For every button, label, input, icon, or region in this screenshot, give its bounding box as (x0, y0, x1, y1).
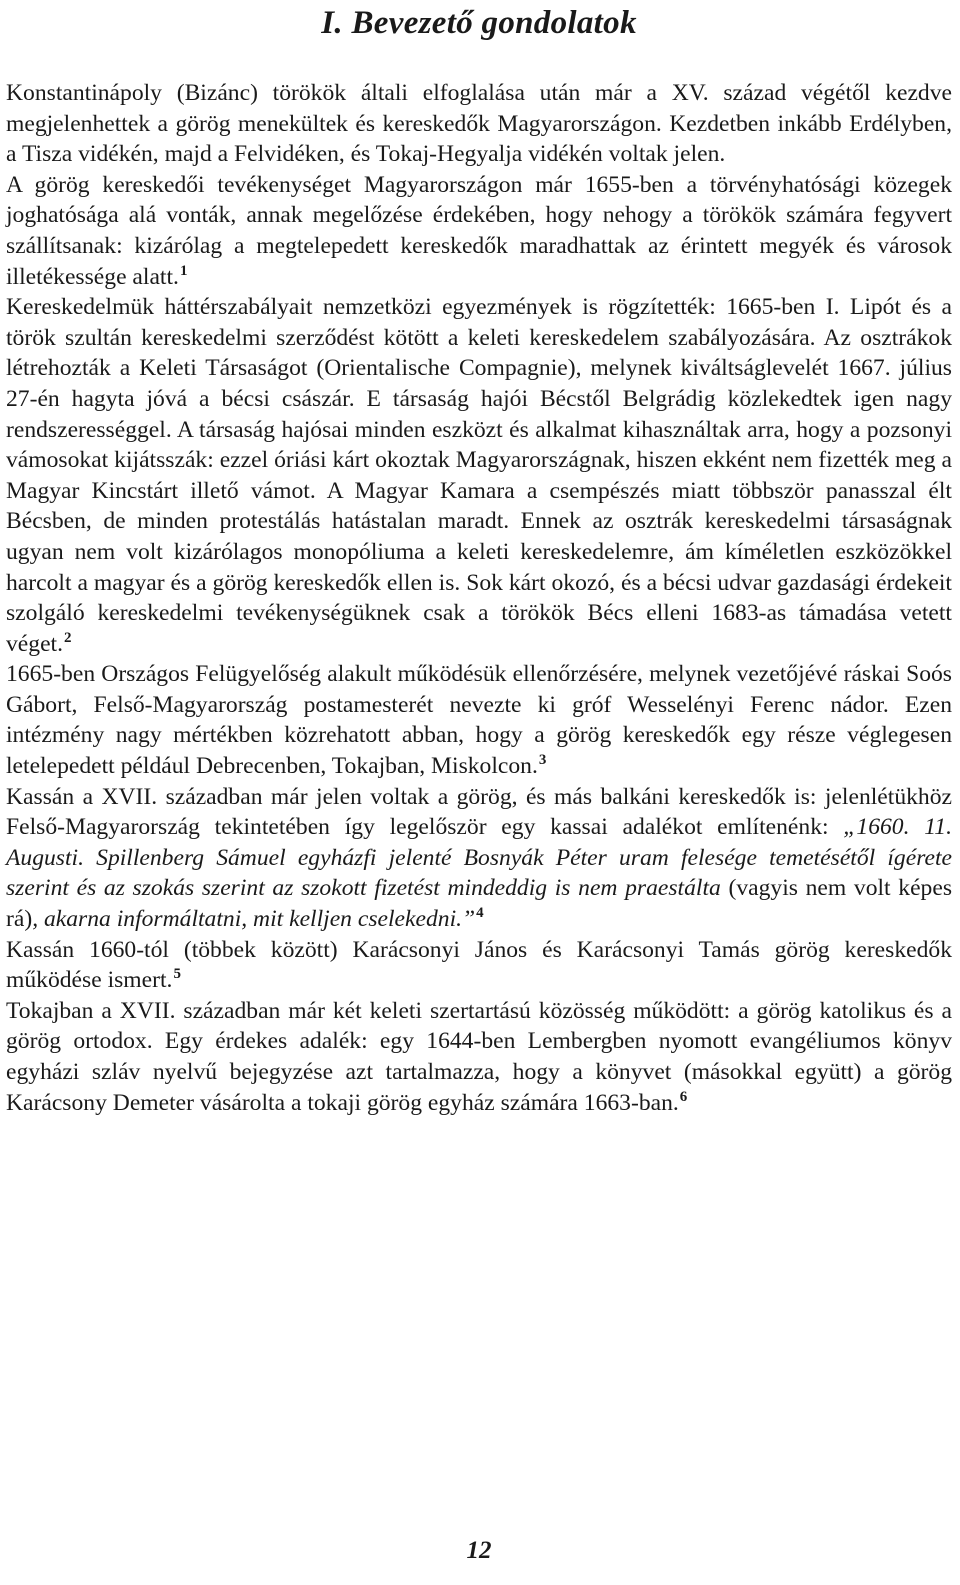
italic-quote-text: „1660. 11. Augusti. Spillenberg Sámuel egyházfi jelenté Bosnyák Péter uram felesége temetésétől ígérete szerint és az szokás szerint az szokott fizetést mindeddig is nem praestálta (6, 814, 952, 902)
document-page (6, 0, 952, 1585)
paragraph (6, 659, 952, 781)
paragraph-text: Kassán 1660-tól (többek között) Karácsonyi János és Karácsonyi Tamás görög kereskedők működése ismert. (6, 936, 952, 994)
page-title: I. Bevezető gondolatok (321, 5, 637, 41)
footnote-marker[interactable]: 3 (538, 752, 547, 769)
footnote-marker[interactable]: 6 (679, 1088, 688, 1105)
paragraph-text: Kassán a XVII. században már jelen voltak a görög, és más balkáni kereskedők is: jelenlétükhöz Felső-Magyarország tekintetében így legelőször egy kassai adalékot említenénk: (6, 783, 952, 841)
paragraph-text: (vagyis nem volt képes rá) (6, 875, 952, 933)
footnote-marker[interactable]: 2 (64, 629, 72, 646)
paragraph-text: 1665-ben Országos Felügyelőség alakult működésük ellenőrzésére, melynek vezetőjévé ráskai Soós Gábort, Felső-Magyarország postamesterét nevezte ki gróf Wesselényi Ferenc nádor. Ezen intézmény nagy mértékben közrehatott abban, hogy a görög kereskedők egy része véglegesen letelepedett például Debrecenben, Tokajban, Miskolcon. (6, 661, 952, 780)
footnote-marker[interactable]: 1 (179, 262, 188, 279)
paragraph (6, 292, 952, 659)
paragraph-text: Konstantinápoly (Bizánc) törökök általi elfoglalása után már a XV. század végétől kezdve megjelenhettek a görög menekültek és kereskedők Magyarországon. Kezdetben inkább Erdélyben, a Tisza vidékén, majd a Felvidéken, és Tokaj-Hegyalja vidékén voltak jelen. (6, 80, 952, 168)
page-number: 12 (466, 1537, 492, 1564)
footnote-marker[interactable]: 4 (476, 905, 484, 922)
body-text (6, 78, 952, 1118)
paragraph-text: Kereskedelmük háttérszabályait nemzetközi egyezmények is rögzítették: 1665-ben I. Lipót és a török szultán kereskedelmi szerződést kötött a keleti kereskedelem szabályozására. Az osztrákok létrehozták a Keleti Társaságot (Orientalische Compagnie), melynek kiváltságlevelét 1667. július 27-én hagyta jóvá a bécsi császár. E társaság hajói Bécstől Belgrádig közlekedtek igen nagy rendszerességgel. A társaság hajósai minden eszközt és alkalmat kihasználtak arra, hogy a pozsonyi vámosokat kijátsszák: ezzel óriási kárt okoztak Magyarországnak, hiszen ekként nem fizették meg a Magyar Kincstárt illető vámot. A Magyar Kamara a csempészés miatt többször panasszal élt Bécsben, de minden protestálás hatástalan maradt. Ennek az osztrák kereskedelmi társaságnak ugyan nem volt kizárólagos monopóliuma a keleti kereskedelemre, ám kíméletlen eszközökkel harcolt a magyar és a görög kereskedők ellen is. Sok kárt okozó, és a bécsi udvar gazdasági érdekeit szolgáló kereskedelmi tevékenységüknek csak a törökök Bécs elleni 1683-as támadása vetett véget. (6, 294, 952, 657)
paragraph (6, 935, 952, 996)
paragraph (6, 996, 952, 1118)
paragraph-text: Tokajban a XVII. században már két keleti szertartású közösség működött: a görög katolikus és a görög ortodox. Egy érdekes adalék: egy 1644-ben Lembergben nyomott evangéliumos könyv egyházi szláv nyelvű bejegyzése azt tartalmazza, hogy a könyvet (másokkal együtt) a görög Karácsony Demeter vásárolta a tokaji görög egyház számára 1663-ban. (6, 997, 952, 1116)
italic-quote-text: , akarna informáltatni, mit kelljen cselekedni.” (32, 906, 476, 933)
paragraph (6, 78, 952, 170)
paragraph (6, 782, 952, 935)
paragraph (6, 170, 952, 292)
footnote-marker[interactable]: 5 (173, 966, 181, 983)
paragraph-text: A görög kereskedői tevékenységet Magyarországon már 1655-ben a törvényhatósági közegek joghatósága alá vonták, annak megelőzése érdekében, hogy nehogy a törökök számára fegyvert szállítsanak: kizárólag a megtelepedett kereskedők maradhattak az érintett megyék és városok illetékessége alatt. (6, 171, 952, 290)
